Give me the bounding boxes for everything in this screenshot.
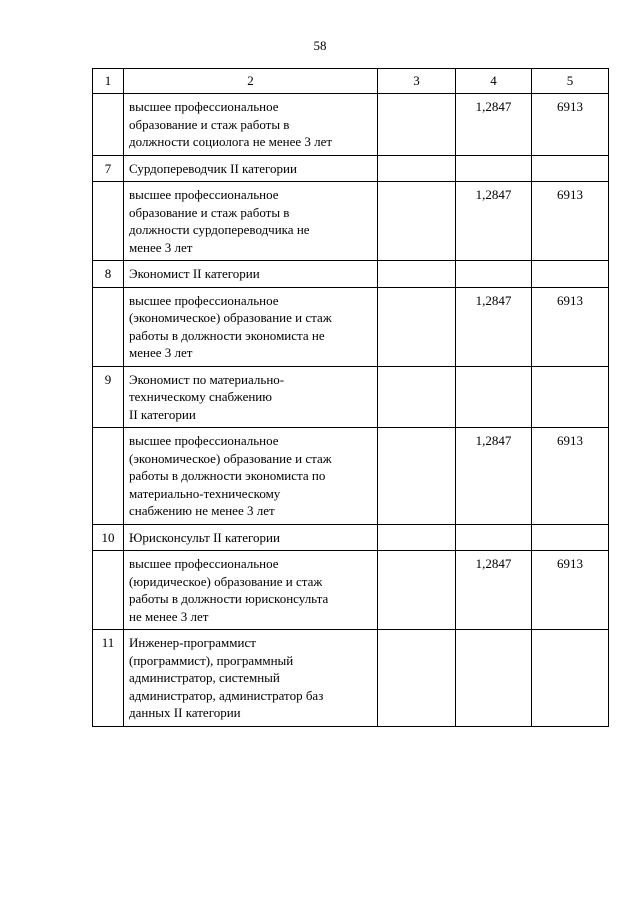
salary-table [92, 68, 609, 727]
table-row [93, 287, 609, 366]
table-row [93, 261, 609, 288]
table-row [93, 524, 609, 551]
table-row [93, 155, 609, 182]
row-col3-cell [378, 524, 456, 551]
row-coefficient-cell: 1,2847 [456, 551, 532, 630]
column-header-5: 5 [532, 69, 609, 94]
table-row [93, 366, 609, 428]
row-description-cell: Экономист II категории [124, 261, 378, 288]
row-col3-cell [378, 94, 456, 156]
row-coefficient-cell [456, 261, 532, 288]
row-col3-cell [378, 182, 456, 261]
row-coefficient-cell: 1,2847 [456, 94, 532, 156]
row-salary-cell: 6913 [532, 182, 609, 261]
row-col3-cell [378, 287, 456, 366]
row-number-cell: 10 [93, 524, 124, 551]
row-number-cell: 7 [93, 155, 124, 182]
column-header-3: 3 [378, 69, 456, 94]
table-row [93, 551, 609, 630]
row-number-cell [93, 428, 124, 525]
row-salary-cell [532, 630, 609, 727]
row-coefficient-cell [456, 630, 532, 727]
table-header-row [93, 69, 609, 94]
row-number-cell [93, 551, 124, 630]
row-description-cell: Экономист по материально- техническому снабжению II категории [124, 366, 378, 428]
row-col3-cell [378, 261, 456, 288]
row-number-cell: 8 [93, 261, 124, 288]
row-col3-cell [378, 155, 456, 182]
column-header-4: 4 [456, 69, 532, 94]
table-row [93, 182, 609, 261]
row-coefficient-cell [456, 366, 532, 428]
table-row [93, 428, 609, 525]
row-salary-cell: 6913 [532, 428, 609, 525]
row-col3-cell [378, 366, 456, 428]
row-salary-cell: 6913 [532, 287, 609, 366]
row-salary-cell [532, 155, 609, 182]
row-number-cell [93, 287, 124, 366]
row-description-cell: Сурдопереводчик II категории [124, 155, 378, 182]
row-number-cell: 9 [93, 366, 124, 428]
page-number: 58 [313, 38, 327, 53]
row-description-cell: высшее профессиональное образование и стаж работы в должности социолога не менее 3 лет [124, 94, 378, 156]
row-col3-cell [378, 630, 456, 727]
row-number-cell: 11 [93, 630, 124, 727]
row-description-cell: высшее профессиональное (юридическое) образование и стаж работы в должности юрисконсульта не менее 3 лет [124, 551, 378, 630]
row-description-cell: Юрисконсульт II категории [124, 524, 378, 551]
table-row [93, 94, 609, 156]
row-coefficient-cell: 1,2847 [456, 287, 532, 366]
row-description-cell: Инженер-программист (программист), программный администратор, системный администратор, администратор баз данных II категории [124, 630, 378, 727]
row-coefficient-cell [456, 524, 532, 551]
row-description-cell: высшее профессиональное образование и стаж работы в должности сурдопереводчика не менее 3 лет [124, 182, 378, 261]
row-coefficient-cell [456, 155, 532, 182]
row-salary-cell [532, 366, 609, 428]
row-salary-cell: 6913 [532, 551, 609, 630]
row-col3-cell [378, 428, 456, 525]
row-salary-cell: 6913 [532, 94, 609, 156]
row-number-cell [93, 182, 124, 261]
row-salary-cell [532, 261, 609, 288]
table-row [93, 630, 609, 727]
row-coefficient-cell: 1,2847 [456, 428, 532, 525]
column-header-2: 2 [124, 69, 378, 94]
row-salary-cell [532, 524, 609, 551]
row-coefficient-cell: 1,2847 [456, 182, 532, 261]
column-header-1: 1 [93, 69, 124, 94]
row-description-cell: высшее профессиональное (экономическое) образование и стаж работы в должности экономиста не менее 3 лет [124, 287, 378, 366]
row-number-cell [93, 94, 124, 156]
row-col3-cell [378, 551, 456, 630]
row-description-cell: высшее профессиональное (экономическое) образование и стаж работы в должности экономиста по материально-техническому снабжению не менее 3 лет [124, 428, 378, 525]
